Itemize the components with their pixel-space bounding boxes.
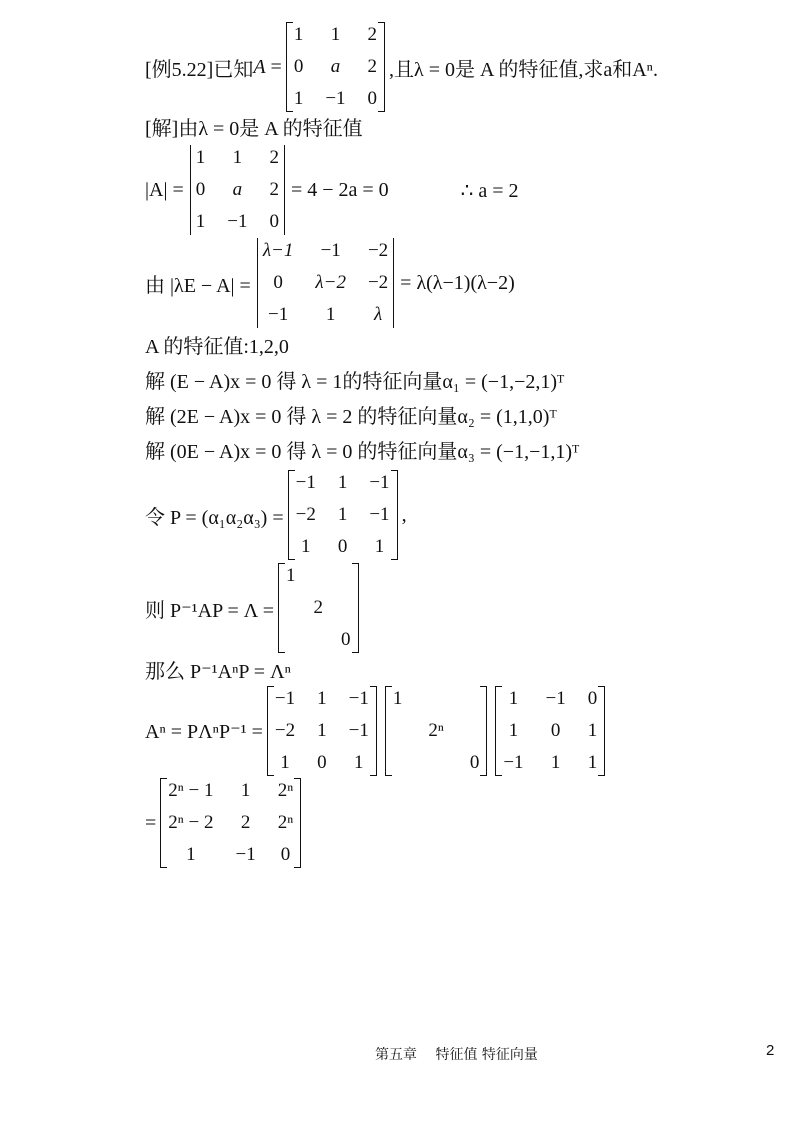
eigvec-text-1: 解 (E − A)x = 0 得 λ = 1的特征向量α₁ = (−1,−2,1)ᵀ: [145, 371, 565, 393]
matrix-cell: 1: [550, 752, 561, 773]
matrix-cell: 0: [587, 688, 598, 709]
matrix-cell: 2: [269, 147, 279, 168]
eigvec-line-3: [145, 435, 579, 464]
matrix-cell: 2ⁿ − 1: [168, 780, 214, 801]
matrix-cell: −1: [348, 688, 369, 709]
matrix-cell: 0: [367, 88, 378, 109]
eigvec-text-3: 解 (0E − A)x = 0 得 λ = 0 的特征向量α₃ = (−1,−1,1)ᵀ: [145, 441, 580, 463]
matrix-cell: 1: [195, 211, 206, 232]
matrix-cell: −1: [545, 688, 566, 709]
char-poly-line: [145, 238, 515, 328]
matrix-cell: λ−1: [262, 240, 294, 261]
matrix-cell: 1: [337, 472, 348, 493]
problem-statement: [145, 22, 658, 112]
det-rhs: = 4 − 2a = 0: [290, 178, 389, 201]
matrix-cell: 2: [269, 179, 279, 200]
matrix-cell: 1: [353, 752, 364, 773]
p-matrix: [288, 470, 398, 560]
matrix-cell: 0: [269, 211, 279, 232]
matrix-cell: −1: [369, 472, 390, 493]
matrix-cell: 2: [367, 56, 378, 77]
matrix-cell: −1: [227, 211, 248, 232]
matrix-cell: 1: [374, 536, 385, 557]
problem-tail: ,且λ = 0是 A 的特征值,求a和Aⁿ.: [389, 58, 658, 81]
matrix-cell: 2: [240, 812, 251, 833]
matrix-cell: −1: [274, 688, 296, 709]
matrix-cell: 1: [330, 24, 341, 45]
matrix-cell: 2ⁿ: [277, 780, 294, 801]
matrix-cell: −2: [274, 720, 296, 741]
solution-header-text: [解]由λ = 0是 A 的特征值: [145, 118, 363, 140]
matrix-cell: 0: [293, 56, 304, 77]
matrix-cell: 2: [367, 24, 378, 45]
eigenvalues-line: [145, 330, 289, 359]
matrix-cell: 1: [232, 147, 243, 168]
matrix-cell: 1: [337, 504, 348, 525]
matrix-cell: −1: [320, 240, 341, 261]
matrix-cell: 1: [300, 536, 311, 557]
matrix-cell: 0: [337, 536, 348, 557]
eigvec-line-2: [145, 400, 557, 429]
determinant-line: [145, 145, 519, 235]
p-definition-line: [145, 470, 407, 560]
power-text: 那么 P⁻¹AⁿP = Λⁿ: [145, 661, 291, 683]
matrix-cell: −2: [295, 504, 316, 525]
chapter-footer: 第五章 特征值 特征向量: [375, 1047, 538, 1063]
problem-label: [例5.22]已知: [145, 58, 254, 81]
matrix-cell: λ−2: [315, 272, 346, 293]
p-lhs: 令 P = (α₁α₂α₃) =: [145, 506, 284, 529]
diagonal-line: [145, 563, 363, 653]
equals-sign: =: [265, 55, 282, 78]
matrix-cell: a: [232, 179, 243, 200]
matrix-cell: 1: [240, 780, 251, 801]
matrix-cell: 0: [550, 720, 561, 741]
matrix-cell: −1: [348, 720, 369, 741]
matrix-cell: 2ⁿ − 2: [168, 812, 214, 833]
matrix-A: [286, 22, 385, 112]
result-lhs: =: [145, 811, 157, 834]
det-conclusion: ∴ a = 2: [460, 179, 519, 202]
an-lhs: Aⁿ = PΛⁿP⁻¹ =: [145, 720, 263, 743]
an-line: [145, 686, 609, 776]
matrix-cell: −1: [325, 88, 346, 109]
matrix-cell: 1: [293, 88, 304, 109]
matrix-cell: 0: [469, 752, 480, 773]
matrix-cell: 1: [317, 688, 327, 709]
solution-header: [145, 112, 363, 141]
eigvec-line-1: [145, 365, 564, 394]
matrix-cell: 1: [317, 720, 327, 741]
matrix-cell: −2: [367, 240, 389, 261]
page-number: 2: [766, 1042, 775, 1059]
matrix-cell: 2: [313, 597, 324, 618]
matrix-cell: 1: [392, 688, 403, 709]
matrix-cell: 0: [317, 752, 327, 773]
p-tail: ,: [401, 503, 407, 526]
matrix-cell: −1: [235, 844, 256, 865]
matrix-cell: 0: [280, 844, 291, 865]
char-rhs: = λ(λ−1)(λ−2): [400, 271, 515, 294]
result-matrix: [160, 778, 301, 868]
matrix-cell: −1: [295, 472, 316, 493]
matrix-cell: 0: [341, 629, 351, 650]
matrix-name: A: [253, 55, 266, 78]
matrix-cell: 1: [195, 147, 206, 168]
matrix-cell: λ: [373, 304, 383, 325]
matrix-cell: 2ⁿ: [277, 812, 294, 833]
matrix-cell: 1: [587, 720, 598, 741]
matrix-cell: 1: [587, 752, 598, 773]
char-lhs: 由 |λE − A| =: [145, 274, 251, 297]
an-matrix-pinv: [495, 686, 605, 776]
matrix-cell: −1: [369, 504, 390, 525]
matrix-cell: −1: [503, 752, 524, 773]
matrix-cell: 1: [508, 720, 519, 741]
matrix-cell: 1: [286, 565, 296, 586]
matrix-cell: −2: [367, 272, 389, 293]
matrix-cell: 1: [293, 24, 304, 45]
eigenvalues-text: A 的特征值:1,2,0: [145, 336, 289, 358]
matrix-cell: 2ⁿ: [428, 720, 444, 741]
eigvec-text-2: 解 (2E − A)x = 0 得 λ = 2 的特征向量α₂ = (1,1,0)ᵀ: [145, 406, 557, 428]
lambda-matrix: [278, 563, 359, 653]
det-lhs: |A| =: [145, 178, 184, 201]
result-line: [145, 778, 305, 868]
matrix-cell: −1: [268, 304, 289, 325]
matrix-cell: 1: [280, 752, 290, 773]
det-matrix: [188, 145, 287, 235]
an-matrix-lambda: [385, 686, 487, 776]
power-line: [145, 655, 291, 684]
char-matrix: [255, 238, 396, 328]
an-matrix-p: [267, 686, 377, 776]
diag-lhs: 则 P⁻¹AP = Λ =: [145, 599, 275, 622]
matrix-cell: 1: [508, 688, 519, 709]
matrix-cell: 0: [195, 179, 206, 200]
matrix-cell: 1: [325, 304, 336, 325]
matrix-cell: 1: [186, 844, 196, 865]
matrix-cell: 0: [273, 272, 283, 293]
matrix-cell: a: [330, 56, 341, 77]
